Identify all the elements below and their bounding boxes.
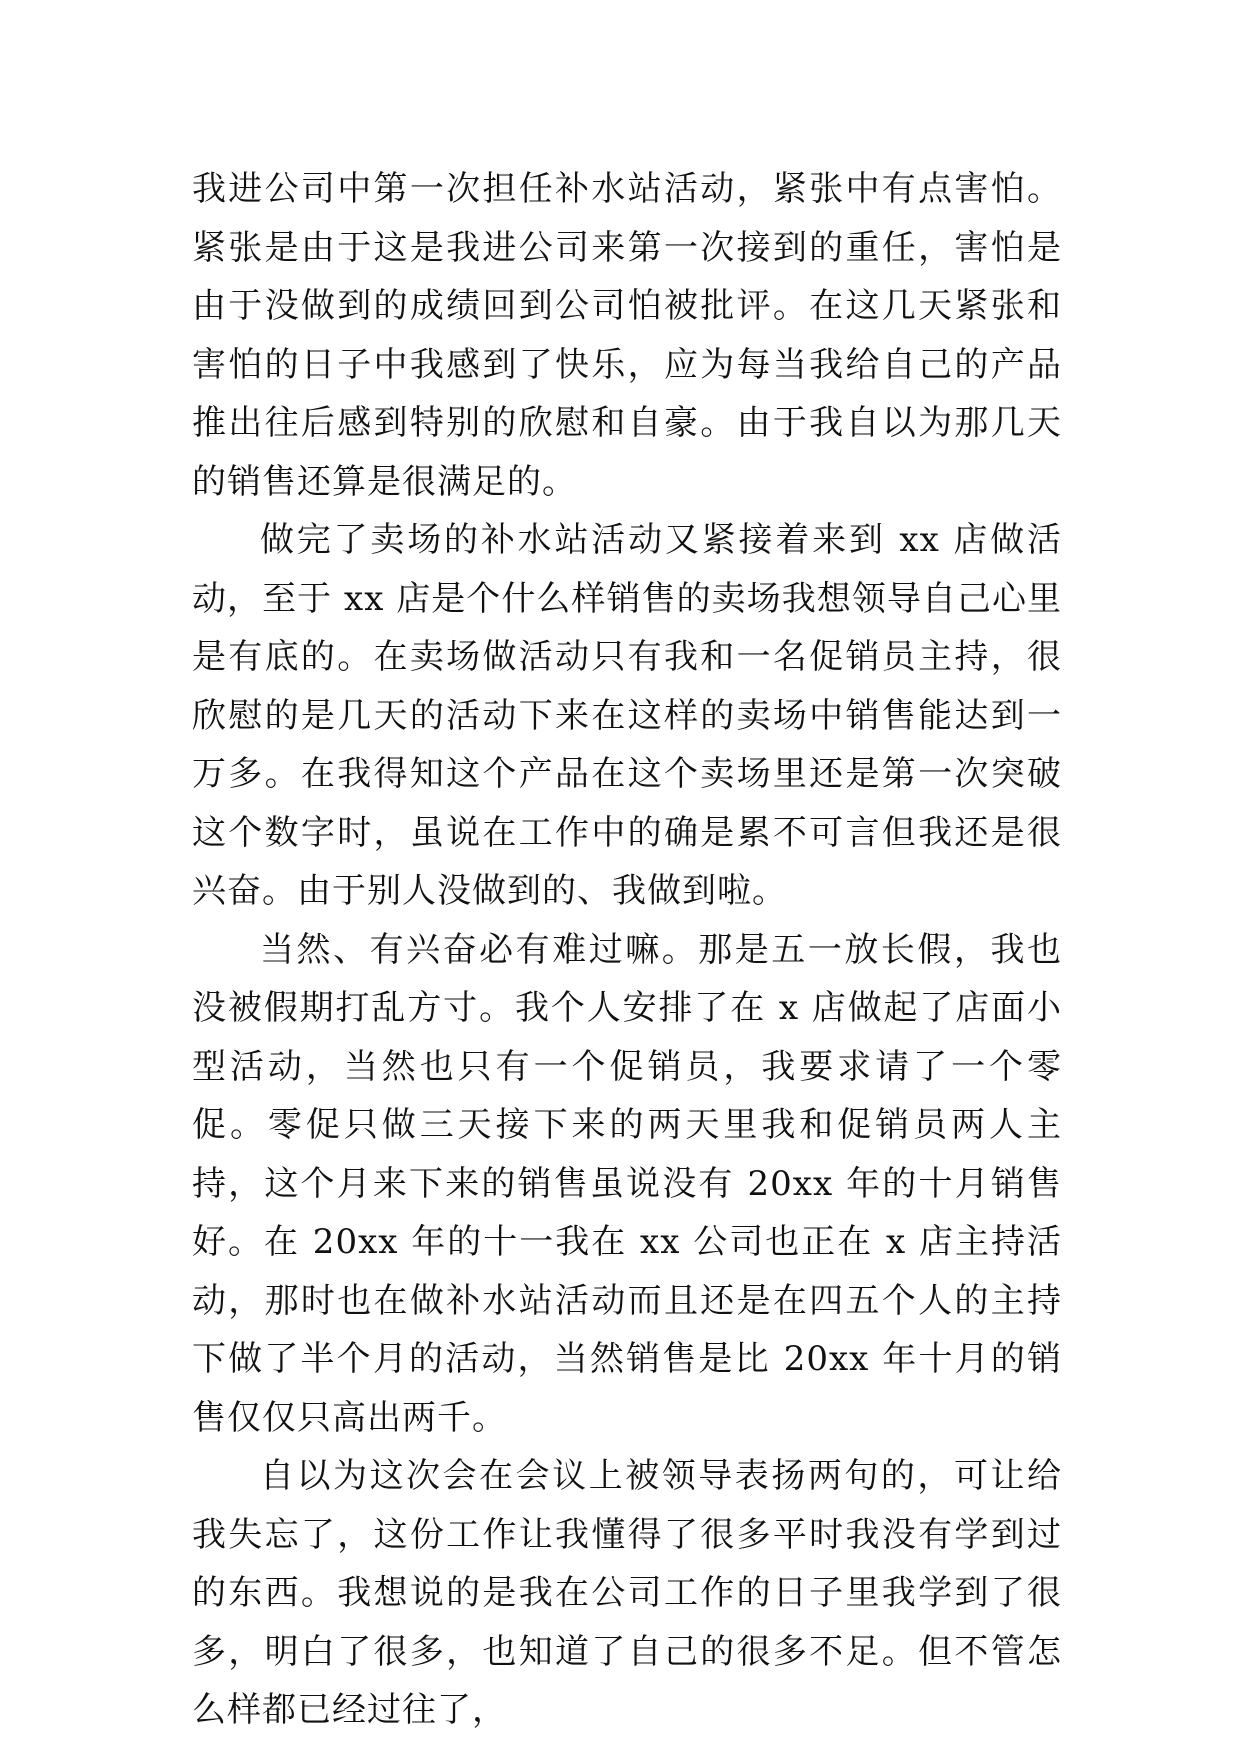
paragraph-4: 自以为这次会在会议上被领导表扬两句的，可让给我失忘了，这份工作让我懂得了很多平时我没有学到过的东西。我想说的是我在公司工作的日子里我学到了很多，明白了很多，也知道了自己的很多不足。但不管怎么样都已经过往了，: [192, 1456, 1062, 1730]
paragraph-2: 做完了卖场的补水站活动又紧接着来到 xx 店做活动，至于 xx 店是个什么样销售的卖场我想领导自己心里是有底的。在卖场做活动只有我和一名促销员主持，很欣慰的是几天的活动下来在这样的卖场中销售能达到一万多。在我得知这个产品在这个卖场里还是第一次突破这个数字时，虽说在工作中的确是累不可言但我还是很兴奋。由于别人没做到的、我做到啦。: [192, 520, 1062, 911]
paragraph-3: 当然、有兴奋必有难过嘛。那是五一放长假，我也没被假期打乱方寸。我个人安排了在 x 店做起了店面小型活动，当然也只有一个促销员，我要求请了一个零促。零促只做三天接下来的两天里我和促销员两人主持，这个月来下来的销售虽说没有 20xx 年的十月销售好。在 20xx 年的十一我在 xx 公司也正在 x 店主持活动，那时也在做补水站活动而且还是在四五个人的主持下做了半个月的活动，当然销售是比 20xx 年十月的销售仅仅只高出两千。: [192, 929, 1062, 1438]
body-text: [192, 160, 1062, 1740]
paragraph-1: 我进公司中第一次担任补水站活动，紧张中有点害怕。紧张是由于这是我进公司来第一次接到的重任，害怕是由于没做到的成绩回到公司怕被批评。在这几天紧张和害怕的日子中我感到了快乐，应为每当我给自己的产品推出往后感到特别的欣慰和自豪。由于我自以为那几天的销售还算是很满足的。: [192, 169, 1062, 502]
